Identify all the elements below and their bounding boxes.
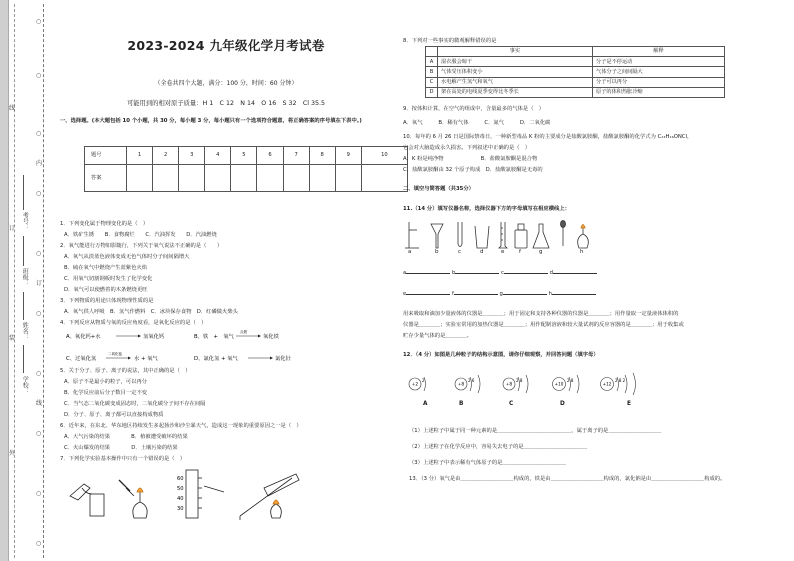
blank-label: h (548, 291, 552, 297)
left-column (56, 0, 396, 561)
q4-option-b-product: 氧化铁 (263, 334, 279, 340)
answer-cell[interactable] (361, 165, 407, 192)
binding-label: 线 (9, 105, 16, 112)
right-column (403, 0, 788, 561)
fact-row-letter: A (426, 57, 438, 67)
question-6-options-ab: A．大气污染的结果 B．植被遭受破坏的结果 (64, 434, 188, 440)
test-tube-heating-illustration (240, 474, 299, 520)
q4-option-a-product: 氢氧化钙 (143, 334, 165, 340)
question-6-options-cd: C．火山爆发的结果 D．土壤污染的结果 (64, 445, 178, 451)
hole-mark: ○ (36, 540, 42, 547)
particle-e-shells: 2 8 2 (615, 378, 626, 383)
exam-number-field[interactable] (23, 175, 24, 210)
instrument-name-blank[interactable] (451, 290, 498, 297)
fact-explanation-table (425, 46, 725, 98)
question-5-option-a: A．原子不是最小的粒子，可以再分 (64, 379, 148, 385)
binding-label: 订 (36, 280, 43, 287)
question-number: 9 (335, 147, 361, 165)
name-label: 姓名： (21, 322, 29, 340)
question-10-cont: 它会对大脑造成永久损害。下列叙述中正确的是（ ） (403, 145, 531, 151)
fact-row-fact: 架在高处的电线夏季变得比冬季长 (438, 87, 593, 97)
question-5-option-b: B．化学反应前后分子数目一定不变 (64, 390, 148, 396)
particle-d-nucleus: +10 (554, 381, 564, 387)
instrument-label: h (580, 249, 584, 255)
question-10: 10．每年的 6 月 26 日是国际禁毒日，一种新型毒品 K 粉的主要成分是盐酸氯胺酮，盐酸氯胺酮的化学式为 C₁₃H₁₆ONCl， (403, 134, 693, 140)
section1-heading: 一、选择题。(本大题包括 10 个小题，共 30 分，每小题 3 分，每小题只有一个选项符合题意，将正确答案的序号填在下表中。) (60, 118, 362, 124)
answer-cell[interactable] (205, 165, 231, 192)
instrument-name-blank[interactable] (504, 269, 548, 274)
instrument-name-row-2 (403, 290, 596, 297)
section2-heading: 二、填空与简答题（共35分） (403, 186, 474, 192)
hole-mark: ○ (36, 72, 42, 79)
answer-table (84, 146, 408, 192)
binding-label: 内 (36, 160, 43, 167)
fact-row-fact: 水电解产生氢气和氧气 (438, 77, 593, 87)
question-5-option-c: C．当气态二氧化碳变成固态时，二氧化碳分子间不存在间隔 (64, 401, 206, 407)
particle-label: D (560, 401, 565, 407)
question-6: 6．近年来，在东北、华东地区持续发生多起扬沙和沙尘暴天气，造成这一现象的重要原因之一是（ ） (60, 423, 302, 429)
instrument-label: c (458, 249, 462, 255)
alcohol-lamp-icon (578, 225, 589, 249)
question-number: 4 (205, 147, 231, 165)
question-number: 2 (153, 147, 179, 165)
answer-cell[interactable] (283, 165, 309, 192)
atomic-mass-line: 可能用到的相对原子质量：H 1 C 12 N 14 O 16 S 32 Cl 35.5 (126, 100, 326, 107)
particle-label: B (459, 401, 464, 407)
instrument-name-blank[interactable] (455, 269, 499, 274)
exam-number-label: 考号： (21, 212, 29, 230)
question-12-sub-1: （1）上述粒子中属于同一种元素的是＿＿＿＿＿＿＿＿＿＿＿＿＿＿，属于离子的是＿＿＿＿＿＿＿＿＿＿ (409, 428, 662, 434)
instrument-name-blank[interactable] (503, 290, 547, 295)
question-number: 3 (179, 147, 205, 165)
instrument-label: a (408, 249, 412, 255)
lamp-illustration (119, 480, 147, 518)
binding-label: 线 (36, 400, 43, 407)
question-number: 6 (257, 147, 283, 165)
hole-mark: ○ (36, 250, 42, 257)
conical-flask-icon (533, 224, 549, 248)
blank-label: d (549, 270, 553, 276)
particle-a-nucleus: +2 (411, 382, 419, 388)
instrument-name-blank[interactable] (553, 269, 597, 274)
question-3: 3．下列物质的用途只体现物理性质的是 (60, 298, 154, 304)
fact-row-explanation: 分子可以再分 (593, 77, 725, 87)
particle-e-nucleus: +12 (602, 381, 612, 387)
instrument-name-row-1 (403, 269, 597, 276)
hole-mark: ○ (36, 310, 42, 317)
question-5: 5．关于分子、原子、离子的说法，其中正确的是（ ） (60, 368, 191, 374)
particle-a-shells: 2 (422, 378, 425, 383)
binding-margin (0, 0, 44, 561)
binding-label: 订 (9, 225, 16, 232)
binding-rail (0, 0, 9, 561)
question-5-option-d: D．分子、原子、离子都可以直接构成物质 (64, 412, 164, 418)
q4-option-a: A、氧化钙+水 (66, 334, 101, 340)
iron-stand-icon (405, 222, 419, 248)
question-4: 4．下列反应从物质与氧的反应角度看，是氧化反应的是（ ） (60, 320, 207, 326)
fact-row-fact: 气体受压体积变小 (438, 67, 593, 77)
answer-cell[interactable] (153, 165, 179, 192)
question-3-options: A．氧气供人呼吸 B．氢气作燃料 C．冰块保存食物 D．红磷做火柴头 (64, 309, 238, 315)
q4-option-c-condition: 二氧化锰 (108, 352, 122, 356)
question-11: 11.（14 分）填写仪器名称，选择仪器下方的字母填写在相应横线上： (403, 206, 570, 212)
question-11-text-2: 仪器是＿＿＿＿；实验室常用的加热仪器是＿＿＿＿；用作配制溶液和较大量试剂的反应容器的是＿＿＿＿；用于收集或 (403, 322, 684, 328)
question-8: 8．下列对一些事实的微观解释错误的是 (403, 38, 497, 44)
particle-structure-diagrams (403, 370, 643, 402)
reaction-arrow-head (128, 357, 131, 360)
answer-cell[interactable] (231, 165, 257, 192)
test-tube-icon (458, 222, 462, 247)
question-number: 8 (309, 147, 335, 165)
instrument-name-blank[interactable] (406, 269, 450, 274)
question-2: 2．氧气能进行万物如影随行，下列关于氧气说法不正确的是（ ） (60, 243, 223, 249)
instrument-label: e (501, 249, 505, 255)
question-12-sub-2: （2）上述粒子在化学反应中，容易失去电子的是＿＿＿＿＿＿＿＿＿＿＿＿ (409, 444, 588, 450)
reaction-arrow-head (270, 357, 273, 360)
question-13: 13．（3 分）氧气是由＿＿＿＿＿＿＿＿＿＿构成的，铁是由＿＿＿＿＿＿＿＿＿＿构成的，氯化钠是由＿＿＿＿＿＿＿＿＿＿构成的。 (409, 476, 726, 482)
gas-bottle-icon (515, 224, 527, 248)
question-4-equations (64, 328, 394, 364)
hole-mark: ○ (36, 130, 42, 137)
blank-label: b (451, 270, 456, 276)
question-number: 1 (127, 147, 153, 165)
instrument-label: f (519, 249, 521, 255)
cylinder-mark: 50 (177, 486, 184, 492)
inner-cut-line (14, 4, 15, 558)
fact-row-letter: C (426, 77, 438, 87)
question-12-sub-3: （3）上述粒子中表示稀有气体原子的是＿＿＿＿＿＿＿＿＿＿＿＿ (409, 460, 566, 466)
q4-option-c-product: 水 + 氧气 (134, 356, 158, 362)
particle-c-nucleus: +8 (505, 382, 513, 388)
fact-row-explanation: 气体分子之间间隔大 (593, 67, 725, 77)
q4-option-b: B、铁 + 氧气 (194, 334, 234, 340)
class-field[interactable] (23, 236, 24, 266)
cylinder-mark: 40 (177, 496, 184, 502)
particle-d-shells: 2 8 (567, 378, 574, 383)
answer-cell[interactable] (335, 165, 361, 192)
question-11-text-3: 贮存少量气体的是＿＿＿＿。 (403, 333, 472, 339)
fact-row-fact: 湿衣服会晾干 (438, 57, 593, 67)
blank-label: a (403, 270, 407, 276)
fact-row-explanation: 分子是不停运动 (593, 57, 725, 67)
instrument-name-blank[interactable] (552, 290, 596, 295)
q4-option-d: D、氯化氢 + 氧气 (194, 356, 238, 362)
hole-mark: ○ (36, 430, 42, 437)
q4-option-b-condition: 点燃 (240, 330, 247, 334)
school-label: 学校： (21, 376, 29, 394)
graduated-cylinder-illustration (186, 470, 224, 518)
instrument-label: d (480, 249, 484, 255)
answer-cell[interactable] (309, 165, 335, 192)
question-10-options-cd: C．盐酸氯胺酮由 32 个原子构成 D．盐酸氯胺酮是无毒的 (403, 167, 543, 173)
question-9: 9．按体积计算，在空气的组成中，含量最多的气体是（ ） (403, 106, 545, 112)
particle-c-shells: 2 8 (516, 378, 523, 383)
class-label: 班级： (21, 268, 29, 286)
question-9-options: A．氧气 B．稀有气体 C．氮气 D．二氧化碳 (403, 120, 551, 126)
question-number: 7 (283, 147, 309, 165)
reaction-arrow-head (138, 335, 141, 338)
hole-mark: ○ (36, 190, 42, 197)
blank-label: g (499, 291, 503, 297)
answer-row-label: 答案 (85, 165, 127, 192)
reaction-arrow-head (258, 335, 261, 338)
fact-row-letter: D (426, 87, 438, 97)
q4-option-d-product: 氯化钍 (275, 356, 291, 362)
dropper-icon (561, 221, 566, 247)
binding-label: 装 (9, 335, 16, 342)
cylinder-mark: 30 (177, 506, 184, 512)
particle-b-nucleus: +8 (457, 382, 465, 388)
question-2-option-d: D．氧气可以使燃着的木条燃烧更旺 (64, 287, 148, 293)
answer-cell[interactable] (127, 165, 153, 192)
question-2-option-c: C．用氧气切割钢板时发生了化学变化 (64, 276, 153, 282)
particle-label: E (627, 401, 631, 407)
outer-cut-line (43, 4, 44, 558)
answer-cell[interactable] (179, 165, 205, 192)
answer-cell[interactable] (257, 165, 283, 192)
question-10-options-ab: A．K 粉是纯净物 B．盐酸氯胺酮是混合物 (403, 156, 538, 162)
beaker-icon (475, 226, 489, 248)
hole-mark: ○ (36, 490, 42, 497)
question-7-lab-illustrations (64, 466, 304, 522)
exam-title: 2023-2024 九年级化学月考试卷 (127, 38, 325, 53)
question-number: 5 (231, 147, 257, 165)
hole-mark: ○ (36, 370, 42, 377)
q4-option-c: C、过氧化氢 (66, 356, 97, 362)
funnel-icon (431, 224, 443, 248)
graduated-cylinder-icon (499, 222, 507, 248)
hole-mark: ○ (36, 18, 42, 25)
question-7: 7．下列化学实验基本操作中只有一个错误的是（ ） (60, 456, 186, 462)
question-2-option-b: B．硫在氧气中燃烧产生蓝紫色火焰 (64, 265, 148, 271)
instrument-label: b (435, 249, 439, 255)
particle-label: C (509, 401, 514, 407)
binding-label: 外 (9, 450, 16, 457)
instrument-label: g (539, 249, 543, 255)
instrument-name-blank[interactable] (406, 290, 450, 295)
blank-label: c (501, 270, 504, 276)
pouring-liquid-illustration (70, 484, 104, 516)
name-field[interactable] (23, 292, 24, 320)
question-1: 1．下列变化属于物理变化的是（ ） (60, 221, 149, 227)
blank-label: f (451, 291, 454, 297)
school-field[interactable] (23, 345, 24, 373)
question-number: 10 (361, 147, 407, 165)
fact-table-header (426, 47, 438, 57)
question-2-option-a: A．氧气从淡蓝色液体变成无色气体时分子间间隔增大 (64, 254, 190, 260)
cylinder-mark: 60 (177, 476, 184, 482)
exam-subtitle: （全卷共四个大题，满分：100 分，时间：60 分钟） (154, 80, 298, 87)
fact-row-letter: B (426, 67, 438, 77)
blank-label: e (403, 291, 407, 297)
question-11-text-1: 用来吸取和滴加少量液体的仪器是＿＿＿＿；用于固定和支持各种仪器的仪器是＿＿＿＿；用作量取一定量液体体积的 (403, 311, 679, 317)
fact-table-header: 解释 (593, 47, 725, 57)
question-12: 12．（4 分）如图是几种粒子的结构示意图，请你仔细观察，并回答问题（填字母） (403, 352, 599, 358)
particle-b-shells: 2 6 (468, 378, 475, 383)
answer-table-header: 题号 (85, 147, 127, 165)
fact-table-header: 事实 (438, 47, 593, 57)
particle-label: A (423, 401, 428, 407)
question-1-options: A．铁矿生锈 B．食物腐烂 C．汽油挥发 D．汽油燃烧 (64, 232, 217, 238)
fact-row-explanation: 原子的体积热胀冷缩 (593, 87, 725, 97)
